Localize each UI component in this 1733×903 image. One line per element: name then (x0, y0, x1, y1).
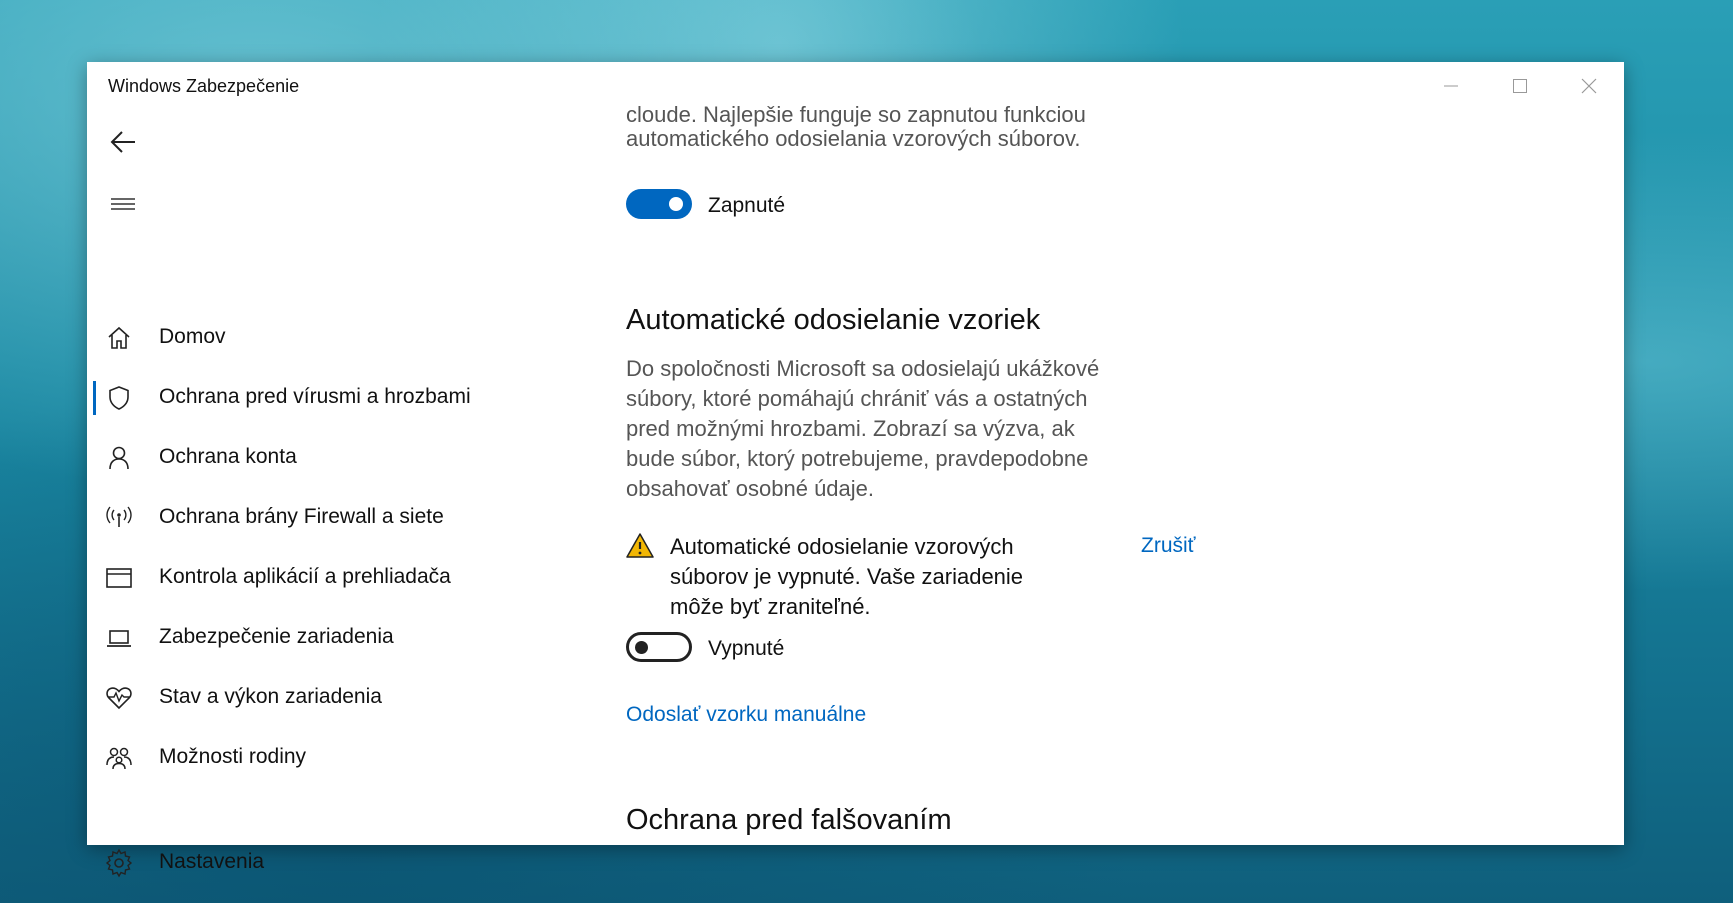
description-text: automatického odosielania vzorových súborov. (626, 126, 1081, 151)
sidebar-item-label: Ochrana brány Firewall a siete (159, 505, 444, 528)
back-arrow-icon (109, 130, 137, 154)
maximize-button[interactable] (1486, 62, 1554, 110)
sidebar-item-domov[interactable] (87, 312, 587, 364)
sidebar-item-device-security[interactable] (87, 612, 587, 664)
hamburger-icon (110, 196, 136, 212)
shield-icon (105, 384, 133, 412)
gear-icon (105, 849, 133, 877)
toggle-knob (669, 197, 683, 211)
family-icon (105, 744, 133, 772)
home-icon (105, 324, 133, 352)
window-title: Windows Zabezpečenie (108, 76, 300, 96)
sidebar-item-label: Kontrola aplikácií a prehliadača (159, 565, 451, 588)
dismiss-link[interactable]: Zrušiť (1141, 534, 1196, 557)
submit-sample-manually-link[interactable]: Odoslať vzorku manuálne (626, 703, 867, 726)
app-window (87, 62, 1624, 873)
sidebar-item-device-health[interactable] (87, 672, 587, 724)
close-button[interactable] (1555, 62, 1623, 110)
sidebar-item-settings[interactable] (87, 837, 587, 889)
sidebar-item-virus-protection[interactable] (87, 372, 587, 424)
browser-window-icon (105, 564, 133, 592)
section-title-tamper-protection: Ochrana pred falšovaním (626, 804, 952, 836)
antenna-icon (105, 504, 133, 532)
toggle-state-label: Vypnuté (708, 637, 785, 660)
sidebar-item-label: Ochrana pred vírusmi a hrozbami (159, 385, 471, 408)
toggle-knob (635, 641, 648, 654)
laptop-icon (105, 624, 133, 652)
sidebar-item-label: Možnosti rodiny (159, 745, 307, 768)
toggle-state-label: Zapnuté (708, 194, 786, 217)
sidebar-item-firewall[interactable] (87, 492, 587, 544)
maximize-icon (1512, 78, 1528, 94)
sidebar-item-account-protection[interactable] (87, 432, 587, 484)
description-text-clipped: cloude. Najlepšie funguje so zapnutou funkciou (626, 102, 1086, 127)
hamburger-menu-button[interactable] (101, 184, 145, 224)
section-title-sample-submission: Automatické odosielanie vzoriek (626, 304, 1041, 336)
sidebar-item-app-browser-control[interactable] (87, 552, 587, 604)
main-content (626, 62, 1346, 845)
sidebar-item-label: Ochrana konta (159, 445, 297, 468)
close-icon (1581, 78, 1597, 94)
warning-icon (626, 532, 654, 560)
sample-submission-toggle[interactable] (626, 632, 692, 662)
cloud-protection-toggle[interactable] (626, 189, 692, 219)
sidebar-item-label: Domov (159, 325, 226, 348)
sidebar-item-label: Stav a výkon zariadenia (159, 685, 382, 708)
sidebar-item-family-options[interactable] (87, 732, 587, 784)
warning-message: Automatické odosielanie vzorových súborov je vypnuté. Vaše zariadenie môže byť zraniteľné. (670, 534, 1024, 619)
section-description: Do spoločnosti Microsoft sa odosielajú ukážkové súbory, ktoré pomáhajú chrániť vás a ostatných pred možnými hrozbami. Zobrazí sa výzva, ak bude súbor, ktorý potrebujeme, pravdepodobne obsahovať osobné údaje. (626, 356, 1100, 501)
heart-pulse-icon (105, 684, 133, 712)
sidebar-item-label: Zabezpečenie zariadenia (159, 625, 394, 648)
minimize-button[interactable] (1417, 62, 1485, 110)
minimize-icon (1443, 78, 1459, 94)
sidebar-item-label: Nastavenia (159, 850, 265, 873)
back-button[interactable] (101, 122, 145, 162)
person-icon (105, 444, 133, 472)
